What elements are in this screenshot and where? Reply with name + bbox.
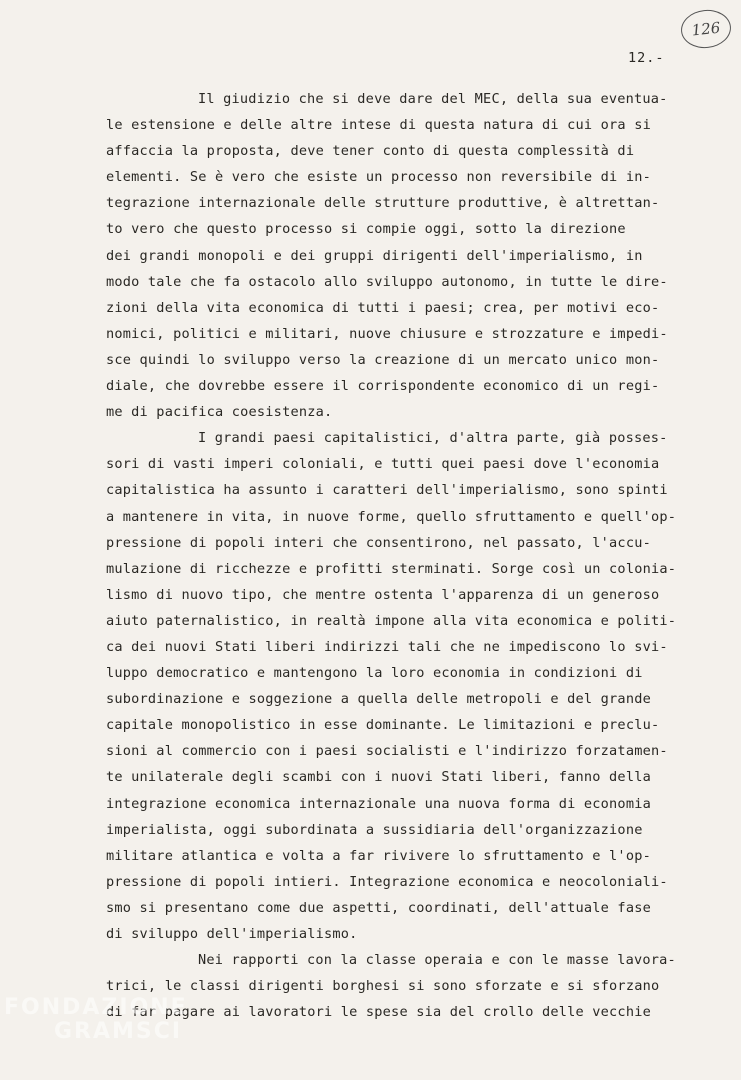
text-line: Il giudizio che si deve dare del MEC, della sua eventua-: [198, 91, 668, 107]
text-line: to vero che questo processo si compie oggi, sotto la direzione: [106, 221, 626, 238]
text-line: luppo democratico e mantengono la loro economia in condizioni di: [106, 665, 643, 682]
text-line: sce quindi lo sviluppo verso la creazione di un mercato unico mon-: [106, 351, 660, 368]
text-line: pressione di popoli interi che consentirono, nel passato, l'accu-: [106, 534, 651, 551]
text-line: imperialista, oggi subordinata a sussidiaria dell'organizzazione: [106, 821, 643, 838]
watermark-line: FONDAZIONE: [4, 995, 188, 1020]
text-line: capitalistica ha assunto i caratteri dell'imperialismo, sono spinti: [106, 482, 668, 499]
text-line: sori di vasti imperi coloniali, e tutti quei paesi dove l'economia: [106, 456, 660, 473]
typewritten-text: [106, 86, 716, 1025]
text-line: aiuto paternalistico, in realtà impone alla vita economica e politi-: [106, 612, 677, 629]
text-line: Nei rapporti con la classe operaia e con le masse lavora-: [198, 952, 676, 969]
watermark-line: GRAMSCI: [54, 1019, 183, 1044]
text-line: le estensione e delle altre intese di questa natura di cui ora si: [106, 117, 651, 134]
text-line: sioni al commercio con i paesi socialisti e l'indirizzo forzatamen-: [106, 743, 668, 760]
text-line: tegrazione internazionale delle strutture produttive, è altrettan-: [106, 195, 660, 212]
text-line: elementi. Se è vero che esiste un processo non reversibile di in-: [106, 169, 651, 186]
text-line: pressione di popoli intieri. Integrazione economica e neocoloniali-: [106, 873, 668, 890]
text-line: me di pacifica coesistenza.: [106, 404, 333, 421]
text-line: diale, che dovrebbe essere il corrispondente economico di un regi-: [106, 378, 660, 395]
text-line: capitale monopolistico in esse dominante. Le limitazioni e preclu-: [106, 717, 660, 734]
text-line: mulazione di ricchezze e profitti sterminati. Sorge così un colonia-: [106, 560, 677, 577]
text-line: affaccia la proposta, deve tener conto di questa complessità di: [106, 143, 635, 160]
text-line: I grandi paesi capitalistici, d'altra parte, già posses-: [198, 430, 668, 447]
foundation-watermark: [4, 996, 188, 1044]
text-line: di sviluppo dell'imperialismo.: [106, 926, 358, 942]
text-line: subordinazione e soggezione a quella delle metropoli e del grande: [106, 691, 651, 708]
text-line: integrazione economica internazionale una nuova forma di economia: [106, 795, 651, 812]
text-line: trici, le classi dirigenti borghesi si sono sforzate e si sforzano: [106, 978, 660, 995]
text-line: di far pagare ai lavoratori le spese sia del crollo delle vecchie: [106, 1004, 651, 1021]
text-line: militare atlantica e volta a far rivivere lo sfruttamento e l'op-: [106, 847, 651, 864]
text-line: zioni della vita economica di tutti i paesi; crea, per motivi eco-: [106, 299, 660, 316]
text-line: modo tale che fa ostacolo allo sviluppo autonomo, in tutte le dire-: [106, 273, 668, 290]
text-line: nomici, politici e militari, nuove chiusure e strozzature e impedi-: [106, 325, 668, 342]
text-line: te unilaterale degli scambi con i nuovi Stati liberi, fanno della: [106, 769, 651, 786]
text-line: smo si presentano come due aspetti, coordinati, dell'attuale fase: [106, 899, 651, 916]
text-line: ca dei nuovi Stati liberi indirizzi tali che ne impediscono lo svi-: [106, 638, 668, 655]
text-line: dei grandi monopoli e dei gruppi dirigenti dell'imperialismo, in: [106, 247, 643, 264]
text-line: a mantenere in vita, in nuove forme, quello sfruttamento e quell'op-: [106, 508, 677, 525]
text-line: lismo di nuovo tipo, che mentre ostenta l'apparenza di un generoso: [106, 586, 660, 603]
archive-number-stamp: 126: [679, 7, 733, 50]
page-number: 12.-: [628, 50, 665, 66]
